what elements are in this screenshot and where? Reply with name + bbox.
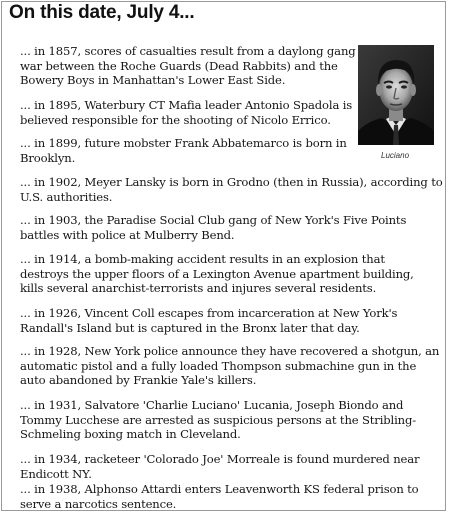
- entry-line: ... in 1895, Waterbury CT Mafia leader Antonio Spadola is: [20, 98, 353, 112]
- list-item: [20, 482, 419, 511]
- entry-line: ... in 1938, Alphonso Attardi enters Leavenworth KS federal prison to: [20, 482, 419, 496]
- entry-line: ... in 1934, racketeer 'Colorado Joe' Morreale is found murdered near: [20, 452, 420, 466]
- entry-line: battles with police at Mulberry Bend.: [20, 227, 235, 242]
- entry-line: war between the Roche Guards (Dead Rabbits) and the: [20, 58, 338, 73]
- list-item: [20, 252, 414, 296]
- entry-line: Tommy Lucchese are arrested as suspicious persons at the Stribling-: [20, 412, 417, 427]
- list-item: [20, 98, 352, 127]
- entry-line: ... in 1857, scores of casualties result from a daylong gang: [20, 44, 356, 58]
- entry-line: Endicott NY.: [20, 466, 92, 481]
- entry-line: serve a narcotics sentence.: [20, 496, 177, 511]
- list-item: [20, 398, 416, 442]
- entry-line: Schmeling boxing match in Cleveland.: [20, 427, 241, 442]
- list-item: [20, 44, 356, 88]
- list-item: [20, 213, 406, 242]
- entry-line: Randall's Island but is captured in the Bronx later that day.: [20, 320, 360, 335]
- list-item: [20, 175, 443, 204]
- entry-line: U.S. authorities.: [20, 189, 113, 204]
- entry-line: ... in 1903, the Paradise Social Club gang of New York's Five Points: [20, 213, 407, 227]
- entry-line: ... in 1926, Vincent Coll escapes from incarceration at New York's: [20, 306, 398, 320]
- portrait-photo: [358, 45, 434, 145]
- entry-line: ... in 1914, a bomb-making accident results in an explosion that: [20, 252, 385, 266]
- entry-line: Brooklyn.: [20, 150, 76, 165]
- entry-line: ... in 1899, future mobster Frank Abbatemarco is born in: [20, 136, 347, 150]
- page-title: On this date, July 4...: [9, 2, 195, 23]
- list-item: [20, 452, 419, 481]
- entry-line: auto abandoned by Frankie Yale's killers.: [20, 373, 257, 388]
- entry-line: destroys the upper floors of a Lexington Avenue apartment building,: [20, 266, 414, 281]
- entry-line: automatic pistol and a fully loaded Thompson submachine gun in the: [20, 358, 417, 373]
- entry-line: ... in 1928, New York police announce they have recovered a shotgun, an: [20, 344, 440, 358]
- entry-line: Bowery Boys in Manhattan's Lower East Side.: [20, 73, 286, 88]
- photo-caption: Luciano: [381, 151, 410, 160]
- list-item: [20, 344, 439, 388]
- entry-line: believed responsible for the shooting of Nicolo Errico.: [20, 112, 331, 127]
- entry-line: kills several anarchist-terrorists and injures several residents.: [20, 281, 377, 296]
- list-item: [20, 136, 347, 165]
- list-item: [20, 306, 397, 335]
- portrait-photo-icon: [358, 45, 434, 145]
- entry-line: ... in 1902, Meyer Lansky is born in Grodno (then in Russia), according to: [20, 175, 443, 189]
- entry-line: ... in 1931, Salvatore 'Charlie Luciano' Lucania, Joseph Biondo and: [20, 398, 404, 412]
